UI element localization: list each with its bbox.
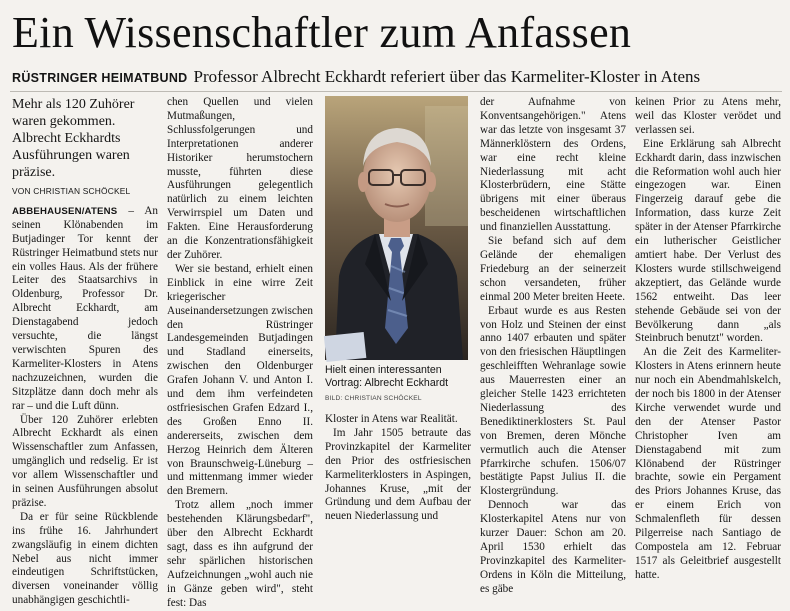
paragraph: chen Quellen und vielen Mutmaßungen, Schlussfolgerungen und Interpretationen anderer Historiker herumstochern musste, führten diese Ausführungen gelegentlich natürlich zu einem leichten Verwirrspiel um Daten und Fakten. Eine Herausforderung an die Konzentrationsfähigkeit der Zuhörer. <box>167 96 313 261</box>
article-column-2 <box>167 96 313 609</box>
paragraph: der Aufnahme von Konventsangehörigen." Atens war das letzte von insgesamt 37 Männerklöstern des Ordens, war eine recht kleine Niederlassung mit acht Klosterbrüdern, eine Stätte übrigens mit einer überaus bescheidenen wirtschaftlichen und finanziellen Ausstattung. <box>480 96 626 234</box>
article-column-3 <box>325 413 471 523</box>
kicker-line <box>12 66 782 89</box>
article-column-5 <box>635 96 781 581</box>
lead-paragraph: Mehr als 120 Zuhörer waren gekommen. Albrecht Eckhardts Ausführungen waren präzise. <box>12 97 135 180</box>
paragraph: An die Zeit des Karmeliter-Klosters in Atens erinnern heute nur noch ein Abendmahlskelch, der noch bis 1800 in der Atenser Kirche verwendet wurde und den der Atenser Pastor Christopher Iven am Dienstagabend mit zum Klönabend der Rüstringer brachte, sowie ein Pergament des Priors Johannes Kruse, das er einem Erich von Schmalenfleth für dessen Pilgerreise nach Santiago de Compostela am 12. Februar 1517 als Geleitbrief ausgestellt hatte. <box>635 346 781 581</box>
paragraph: Da er für seine Rückblende ins frühe 16. Jahrhundert zwangsläufig in einem dichten Nebel aus nicht immer eindeutigen Schriftstücken, diversen voneinander völlig unabhängigen geschichtli- <box>12 510 158 607</box>
paragraph: Dennoch war das Klosterkapitel Atens nur von kurzer Dauer: Schon am 20. April 1530 erhielt das Provinzkapitel des Karmeliter-Ordens in Köln die Mitteilung, es gäbe <box>480 499 626 595</box>
subheadline: Professor Albrecht Eckhardt referiert über das Karmeliter-Kloster in Atens <box>193 67 701 86</box>
headline: Ein Wissenschaftler zum Anfassen <box>12 8 632 57</box>
paragraph <box>12 205 158 414</box>
caption-text: Hielt einen interessanten Vortrag: Albrecht Eckhardt <box>325 364 449 389</box>
portrait-photo <box>325 96 468 360</box>
portrait-illustration <box>325 96 468 360</box>
paragraph: Kloster in Atens war Realität. <box>325 413 458 425</box>
paragraph: keinen Prior zu Atens mehr, weil das Kloster verödet und verlassen sei. <box>635 96 781 136</box>
paragraph: Erbaut wurde es aus Resten von Holz und Steinen der einst anno 1407 erbauten und später von den friesischen Häuptlingen geschleifften Wehranlage sowie aus Mauerresten einer an gleicher Stelle 1423 errichteten Niederlassung des Benediktinerklosters St. Paul von Bremen, deren Mönche vermutlich auch die Atenser Pfarrkirche schufen. 1506/07 bestätigte Papst Julius II. die Klostergründung. <box>480 304 626 498</box>
byline: VON CHRISTIAN SCHÖCKEL <box>12 186 131 196</box>
paragraph: Wer sie bestand, erhielt einen Einblick in eine wirre Zeit kriegerischer Auseinandersetzungen zwischen den Rüstringer Landesgemeinden Butjadingen und Stadland einerseits, zwischen den Oldenburger Grafen Johann V. und Anton I. und dem ihm verfeindeten ostfriesischen Grafen Edzard I., des Großen Enno II. andererseits, zwischen dem Herzog Heinrich dem Älteren von Braunschweig-Lüneburg – und mittenmang immer wieder den Bremern. <box>167 262 313 498</box>
article-column-4 <box>480 96 626 595</box>
paragraph-text: – An seinen Klönabenden im Butjadinger Tor kennt der Rüstringer Heimatbund stets nur ein volles Haus. Als der frühere Leiter des Staatsarchivs in Oldenburg, Professor Dr. Albrecht Eckhardt, am Dienstagabend jedoch versuchte, die längst verwischten Spuren des Karmeliter-Klosters in Atens nachzuzeichnen, wurden die Sitzplätze dann doch mehr als rar – und die Luft dünn. <box>12 204 158 412</box>
header-divider <box>10 91 782 92</box>
paragraph: Sie befand sich auf dem Gelände der ehemaligen Friedeburg an der seinerzeit schon versandeten, früher einmal 200 Meter breiten Heete. <box>480 235 626 303</box>
paragraph: Über 120 Zuhörer erlebten Albrecht Eckhardt als einen Wissenschaftler zum Anfassen, umgänglich und redselig. Er ist vor allem Wissenschaftler und in seinen Ausführungen absolut präzise. <box>12 413 158 509</box>
paragraph: Im Jahr 1505 betraute das Provinzkapitel der Karmeliter den Prior des ostfriesischen Karmeliterklosters in Aspingen, Johannes Kruse, „mit der Gründung und dem Aufbau der neuen Niederlassung und <box>325 426 471 523</box>
dateline: ABBEHAUSEN/ATENS <box>12 205 118 217</box>
paragraph: Trotz allem „noch immer bestehenden Klärungsbedarf", über den Albrecht Eckhardt sagt, dass es ihn aufgrund der sehr spärlichen historischen Aufzeichnungen „wohl auch nie in Gänze geben wird", steht fest: Das <box>167 499 313 609</box>
photo-caption <box>325 364 468 405</box>
article-column-1 <box>12 96 158 607</box>
photo-credit: BILD: CHRISTIAN SCHÖCKEL <box>325 395 422 402</box>
paragraph: Eine Erklärung sah Albrecht Eckhardt darin, dass inzwischen die Reformation wohl auch hier eingezogen war. Einen Fingerzeig darauf gebe die Information, dass kurze Zeit später in der Atenser Pfarrkirche ein lutherischer Geistlicher amtiert habe. Der Verlust des Klosters wurde stillschweigend akzeptiert, das Gelände wurde 1562 entweiht. Das leer stehende Gebäude sei von der Bevölkerung dann „als Steinbruch benutzt" worden. <box>635 137 781 345</box>
section-tag: RÜSTRINGER HEIMATBUND <box>12 71 188 85</box>
